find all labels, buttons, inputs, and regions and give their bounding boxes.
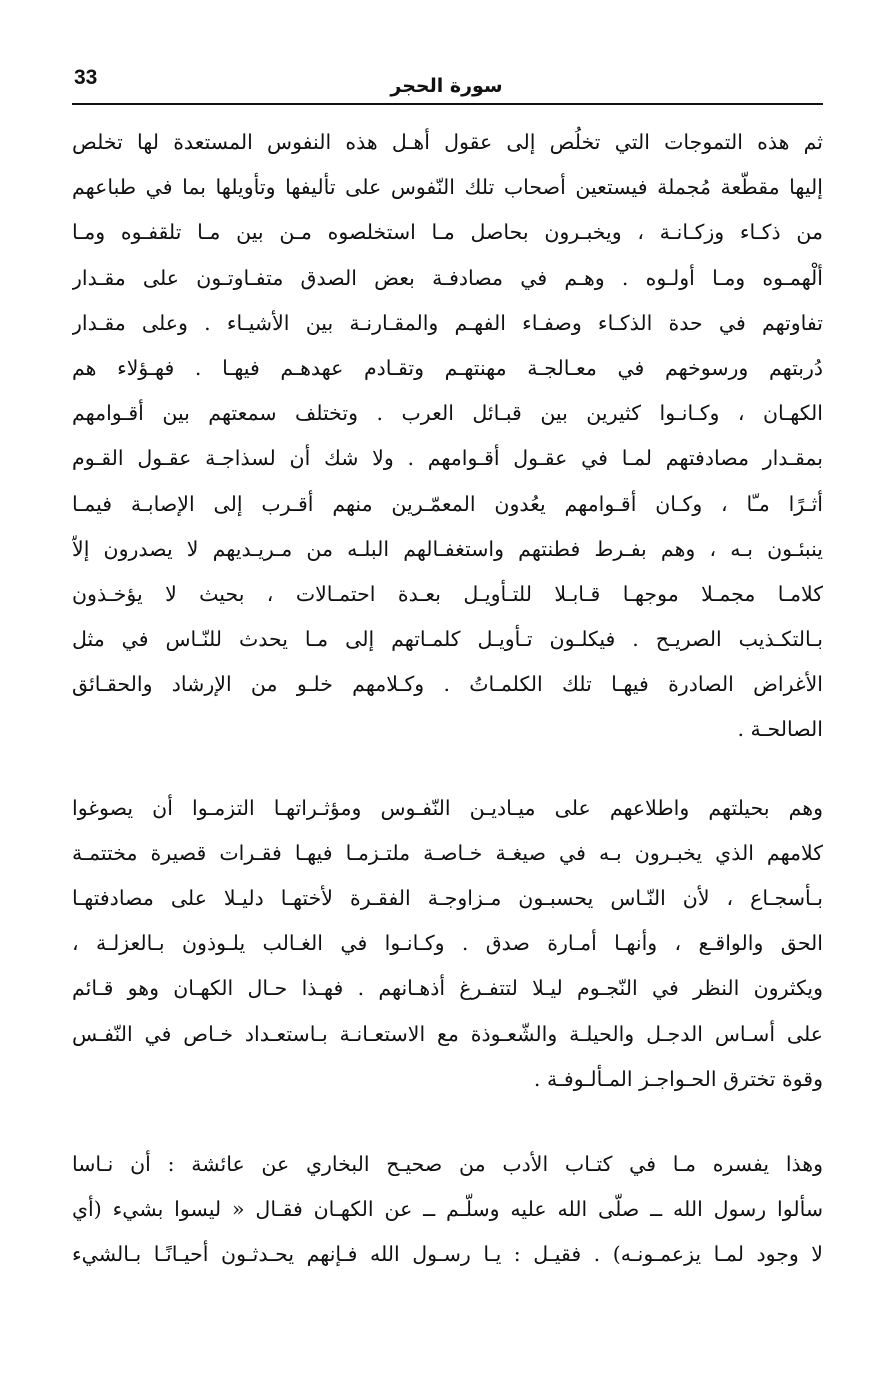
text-line: وهذا يفسره مـا في كتـاب الأدب من صحيـح البخاري عن عائشة : أن نـاسا bbox=[72, 1151, 823, 1176]
text-line: ينبئـون بـه ، وهم بفـرط فطنتهم واستغفـالهم البلـه من مـريـديهم لا يصدرون إلاّ bbox=[72, 536, 823, 561]
text-line: من ذكـاء وزكـانـة ، ويخبـرون بحاصل مـا استخلصوه مـن بين مـا تلقفـوه ومـا bbox=[72, 220, 823, 245]
paragraph-2 bbox=[72, 786, 823, 1102]
text-line: بمقـدار مصادفتهم لمـا في عقـول أقـوامهم . ولا شك أن لسذاجـة عقـول القـوم bbox=[72, 446, 823, 471]
body-text bbox=[72, 120, 823, 1278]
text-line: كلامهم الذي يخبـرون بـه في صيغـة خـاصـة ملتـزمـا فيهـا فقـرات قصيرة مختتمـة bbox=[72, 840, 823, 865]
paragraph-3 bbox=[72, 1142, 823, 1278]
page-number: 33 bbox=[74, 66, 98, 89]
text-line: بـالتكـذيب الصريـح . فيكلـون تـأويـل كلمـاتهم إلى مـا يحدث للنّـاس في مثل bbox=[72, 627, 823, 652]
text-line: وهم بحيلتهم واطلاعهم على ميـاديـن النّفـوس ومؤثـراتهـا التزمـوا أن يصوغوا bbox=[72, 795, 823, 820]
paragraph-1 bbox=[72, 120, 823, 753]
text-line: على أسـاس الدجـل والحيلـة والشّعـوذة مع الاستعـانـة بـاستعـداد خـاص في النّفـس bbox=[72, 1021, 823, 1046]
text-line: بـأسجـاع ، لأن النّـاس يحسبـون مـزاوجـة الفقـرة لأختهـا دليـلا على مصادفتهـا bbox=[72, 886, 823, 910]
text-line: إليها مقطّعة مُجملة فيستعين أصحاب تلك النّفوس على تأليفها وتأويلها بما في طباعهم bbox=[72, 175, 823, 200]
text-line: الكهـان ، وكـانـوا كثيرين بين قبـائل العرب . وتختلف سمعتهم بين أقـوامهم bbox=[72, 401, 823, 426]
header-rule bbox=[72, 103, 823, 105]
text-line: ويكثرون النظر في النّجـوم ليـلا لتتفـرغ أذهـانهم . فهـذا حـال الكهـان وهو قـائم bbox=[72, 976, 823, 1001]
text-line: أثـرًا مـّا ، وكـان أقـوامهم يعُدون المعمّـرين منهم أقـرب إلى الإصابـة فيمـا bbox=[72, 491, 823, 516]
text-line: الصالحـة . bbox=[737, 717, 823, 742]
text-line: وقوة تخترق الحـواجـز المـألـوفـة . bbox=[533, 1066, 823, 1091]
text-line: تفاوتهم في حدة الذكـاء وصفـاء الفهـم والمقـارنـة بين الأشيـاء . وعلى مقـدار bbox=[72, 310, 823, 335]
text-line: دُربتهم ورسوخهم في معـالجـة مهنتهـم وتقـادم عهدهـم فيهـا . فهـؤلاء هم bbox=[72, 355, 823, 380]
text-line: ألْهمـوه ومـا أولـوه . وهـم في مصادفـة بعض الصدق متفـاوتـون على مقـدار bbox=[72, 265, 823, 290]
running-title: سورة الحجر bbox=[390, 75, 503, 97]
text-line: الأغراض الصادرة فيهـا تلك الكلمـاتُ . وكـلامهم خلـو من الإرشاد والحقـائق bbox=[72, 672, 823, 697]
text-line: الحق والواقـع ، وأنهـا أمـارة صدق . وكـانـوا في الغـالب يلـوذون بـالعزلـة ، bbox=[72, 931, 823, 956]
text-line: سألوا رسول الله ــ صلّى الله عليه وسلّـم ــ عن الكهـان فقـال « ليسوا بشيء (أي bbox=[72, 1197, 823, 1222]
text-line: ثم هذه التموجات التي تخلُص إلى عقول أهـل هذه النفوس المستعدة لها تخلص bbox=[72, 130, 823, 154]
text-line: كلامـا مجمـلا موجهـا قـابـلا للتـأويـل بعـدة احتمـالات ، بحيث لا يؤخـذون bbox=[72, 581, 823, 606]
text-line: لا وجود لمـا يزعمـونـه) . فقيـل : يـا رسـول الله فـإنهم يحـدثـون أحيـانًـا بـالشيء bbox=[72, 1242, 823, 1267]
